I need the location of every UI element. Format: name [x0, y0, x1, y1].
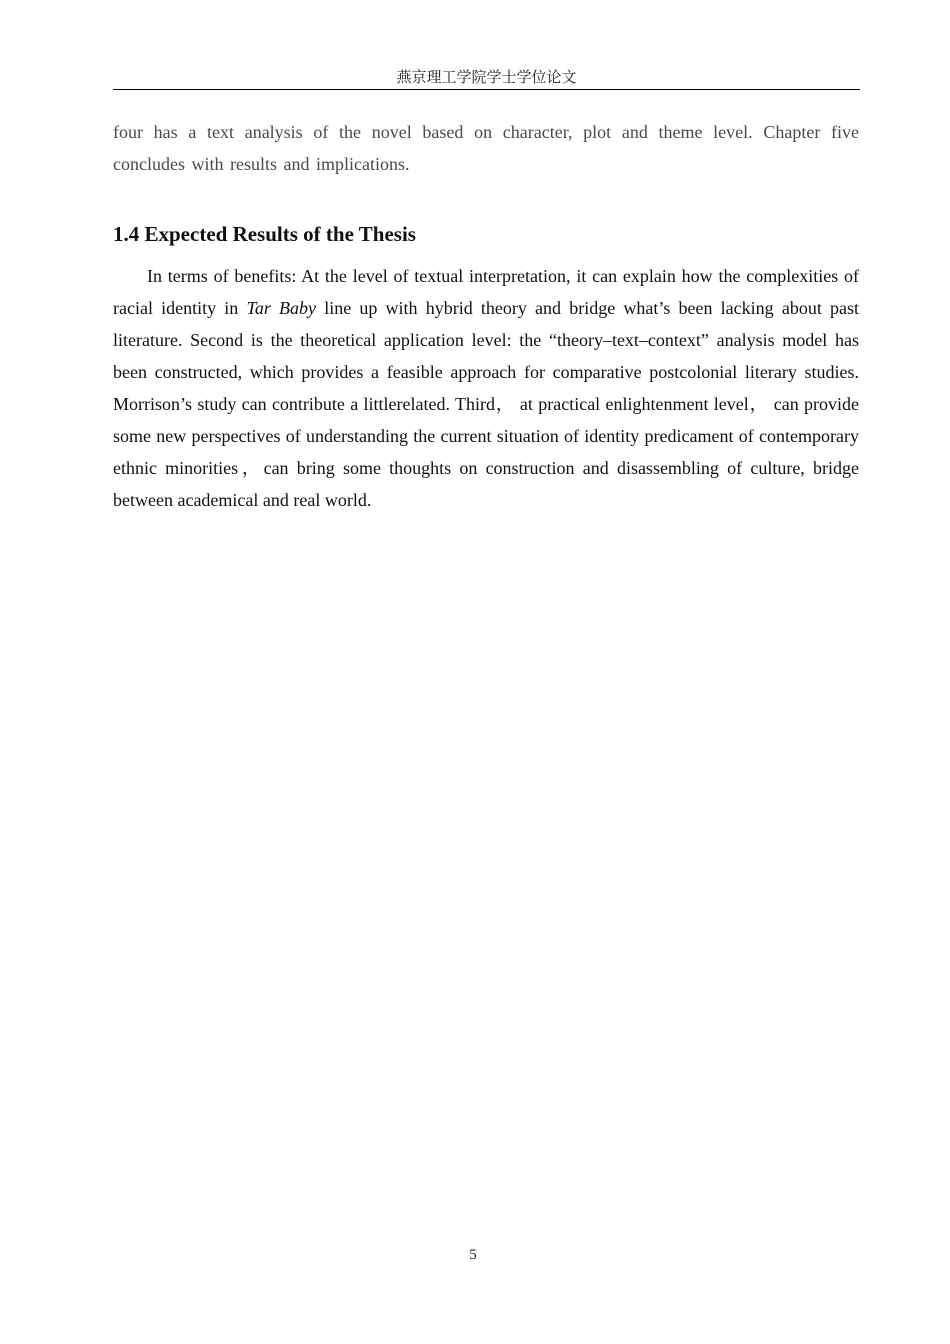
paragraph-text-part-1: In terms of benefits: At the level of textual interpretation, it can explain how the complexities of racial identity in	[113, 266, 859, 318]
expected-results-paragraph	[113, 260, 859, 516]
header-title: 燕京理工学院学士学位论文	[396, 68, 577, 86]
page-number: 5	[469, 1247, 477, 1263]
novel-title-italic: Tar Baby	[246, 298, 317, 318]
paragraph-text-part-2: line up with hybrid theory and bridge what’s been lacking about past literature. Second is the theoretical application level: the “theory–text–context” analysis model has been constructed, which provides a feasible approach for comparative postcolonial literary studies. Morrison’s study can contribute a littlerelated. Third， at practical enlightenment level， can provide some new perspectives of understanding the current situation of identity predicament of contemporary ethnic minorities，can bring some thoughts on construction and disassembling of culture, bridge between academical and real world.	[113, 298, 859, 510]
page-header	[113, 66, 860, 90]
section-heading: 1.4 Expected Results of the Thesis	[113, 222, 416, 246]
continuation-paragraph: four has a text analysis of the novel based on character, plot and theme level. Chapter five concludes with results and implications.	[113, 122, 859, 174]
